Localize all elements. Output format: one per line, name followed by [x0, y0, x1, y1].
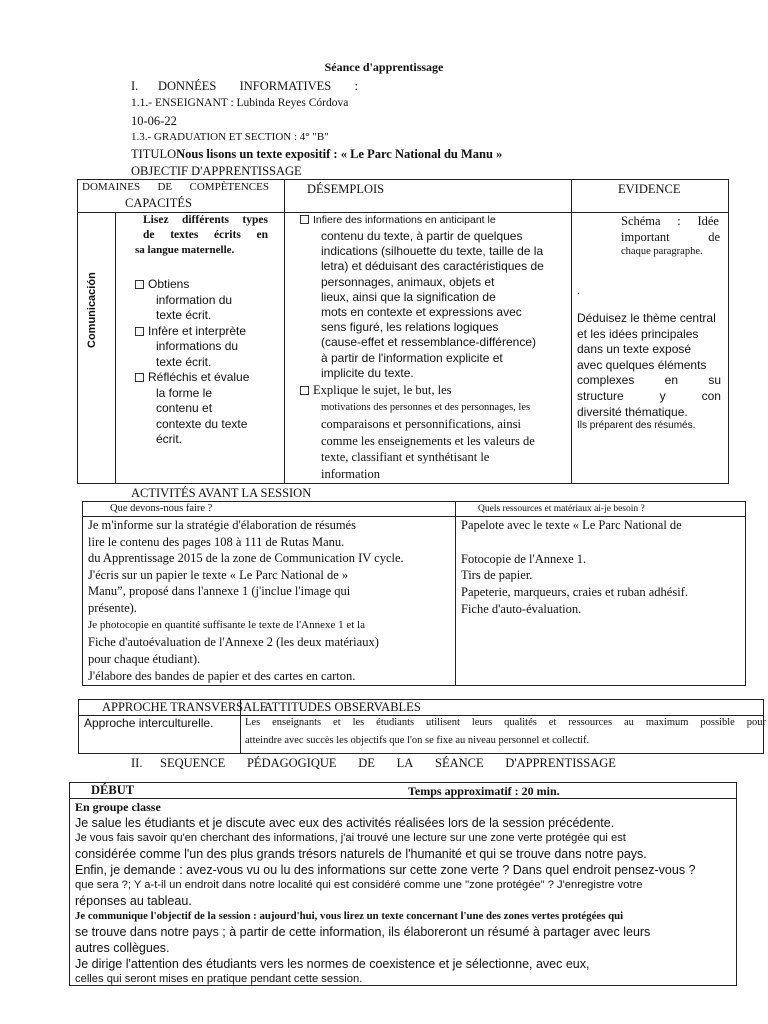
desemplois-first-line: Infiere des informations en anticipant le: [313, 214, 496, 226]
evidence-line: chaque paragraphe.: [621, 246, 703, 257]
competence-line: sa langue maternelle.: [135, 244, 235, 256]
debut-line: Enfin, je demande : avez-vous vu ou lu des informations sur cette zone verte ? Dans quel endroit pensez-vous ?: [75, 863, 696, 877]
evidence-word: Idée: [697, 214, 719, 228]
evidence-word: y: [659, 388, 666, 403]
desemplois-first-line: Explique le sujet, le but, les: [313, 383, 452, 397]
evidence-line: [621, 230, 720, 245]
desemplois-body: [321, 416, 535, 482]
resource-item: Papeterie, marqueurs, craies et ruban adhésif.: [461, 585, 688, 600]
titulo-prefix: TITULO: [131, 147, 177, 161]
evidence-word: su: [708, 373, 721, 388]
sequence-word: DE: [358, 756, 375, 770]
resources-list: [461, 517, 688, 618]
debut-line: Je vous fais savoir qu'en cherchant des informations, j'ai trouvé une lecture sur une zone verte protégée qui est: [75, 832, 626, 844]
evidence-line: avec quelques éléments: [577, 357, 707, 372]
header-time: Temps approximatif : 20 min.: [408, 784, 560, 798]
capacities-list: [135, 277, 249, 448]
capacity-line: contexte du texte: [156, 416, 248, 431]
evidence-paragraph: [577, 311, 721, 420]
what-line: J'élabore des bandes de papier et des cartes en carton.: [88, 669, 356, 683]
checkbox-icon: [300, 386, 309, 395]
capacity-line: Obtiens: [148, 277, 190, 291]
header-evidence: EVIDENCE: [618, 182, 681, 196]
desemplois-line: contenu du texte, à partir de quelques: [321, 229, 523, 243]
checkbox-icon: [135, 327, 144, 336]
capacity-item: [135, 324, 249, 371]
activities-title: ACTIVITÉS AVANT LA SESSION: [131, 486, 312, 500]
desemplois-line: comme les enseignements et les valeurs de: [321, 433, 535, 448]
what-line: lire le contenu des pages 108 à 111 de Rutas Manu.: [88, 534, 345, 549]
debut-line: que sera ?; Y a-t-il un endroit dans notre localité qui est considéré comme une "zone protégée" ? J'enregistre votre: [75, 879, 643, 891]
group-label: En groupe classe: [75, 800, 161, 814]
evidence-line: diversité thématique.: [577, 404, 688, 419]
section-number: II.: [131, 756, 143, 770]
evidence-line: [577, 389, 721, 405]
what-line: du Apprentissage 2015 de la zone de Communication IV cycle.: [88, 551, 404, 565]
what-line: Je photocopie en quantité suffisante le texte de l'Annexe 1 et la: [88, 619, 365, 631]
attitudes-line: atteindre avec succès les objectifs que l'on se fixe au niveau personnel et collectif.: [245, 735, 590, 746]
evidence-word: :: [677, 214, 681, 228]
capacity-line: contenu et: [156, 401, 213, 415]
what-line: J'écris sur un papier le texte « Le Parc National de »: [88, 567, 349, 582]
objective-heading: OBJECTIF D'APPRENTISSAGE: [131, 164, 302, 178]
evidence-word: en: [664, 373, 679, 388]
desemplois-line: (cause-effet et ressemblance-différence): [321, 335, 536, 350]
heading-word: INFORMATIVES: [239, 79, 332, 93]
approach-value: Approche interculturelle.: [84, 716, 214, 730]
resource-item: Fotocopie de l'Annexe 1.: [461, 551, 587, 566]
debut-lines: [75, 815, 735, 987]
desemplois-item: [300, 214, 496, 226]
resource-item: Papelote avec le texte « Le Parc National de: [461, 518, 682, 532]
capacity-line: Réfléchis et évalue: [148, 370, 250, 384]
debut-line: celles qui seront mises en pratique pendant cette session.: [75, 973, 363, 985]
evidence-word: de: [708, 230, 720, 244]
area-label: Comunicación: [86, 272, 98, 348]
debut-line: se trouve dans notre pays ; à partir de cette information, ils élaboreront un résumé à partager avec leurs: [75, 925, 651, 939]
desemplois-line: letra) et déduisant des caractéristiques de: [321, 259, 544, 274]
capacity-item: [135, 370, 249, 448]
desemplois-line: indications (silhouette du texte, taille de la: [321, 244, 544, 259]
checkbox-icon: [135, 280, 144, 289]
desemplois-line: lieux, ainsi que la signification de: [321, 289, 496, 304]
what-line: Je m'informe sur la stratégie d'élaboration de résumés: [88, 518, 356, 532]
header-domains: [82, 181, 269, 193]
evidence-line: Déduisez le thème central: [577, 311, 716, 325]
domains-word: DOMAINES: [82, 181, 141, 193]
evidence-word: con: [701, 388, 721, 403]
what-line: Manu”, proposé dans l'annexe 1 (j'inclue l'image qui: [88, 584, 351, 598]
sequence-word: SÉANCE: [435, 756, 484, 770]
evidence-word: structure: [577, 388, 624, 403]
debut-line: autres collègues.: [75, 941, 170, 955]
section-number: I.: [131, 79, 139, 93]
desemplois-line: sens figuré, les relations logiques: [321, 320, 499, 335]
sequence-word: PÉDAGOGIQUE: [246, 756, 337, 770]
desemplois-line: à partir de l'information explicite et: [321, 350, 503, 365]
what-line: présente).: [88, 600, 137, 615]
domains-word: DE: [157, 181, 173, 193]
debut-line: considérée comme l'un des plus grands trésors naturels de l'humanité et qui se trouve dans notre pays.: [75, 847, 647, 861]
desemplois-line: mots en contexte et expressions avec: [321, 305, 522, 320]
grade-line: 1.3.- GRADUATION ET SECTION : 4° "B": [131, 131, 329, 143]
evidence-line: Ils préparent des résumés.: [577, 420, 696, 431]
heading-word: DONNÉES: [158, 79, 217, 93]
desemplois-line: implicite du texte.: [321, 365, 414, 380]
debut-line: Je salue les étudiants et je discute avec eux des activités réalisées lors de la session précédente.: [75, 816, 615, 830]
domains-word: COMPÈTENCES: [189, 181, 269, 193]
evidence-dot: .: [577, 283, 580, 297]
capacity-item: [135, 277, 249, 324]
competence-line: Lisez différents types: [143, 214, 268, 226]
evidence-word: important: [621, 230, 670, 244]
desemplois-line: texte, classifiant et synthétisant le: [321, 450, 490, 465]
capacity-line: Infère et interprète: [148, 323, 247, 338]
heading-word: :: [354, 79, 358, 93]
section-heading: [158, 79, 358, 94]
competence-name: [143, 213, 268, 243]
evidence-word: complexes: [577, 373, 635, 388]
desemplois-line: comparaisons et personnifications, ainsi: [321, 417, 521, 431]
evidence-line: dans un texte exposé: [577, 342, 692, 357]
header-desemplois: DÉSEMPLOIS: [307, 182, 385, 196]
debut-line: Je communique l'objectif de la session : aujourd'hui, vous lirez un texte concernant l'une des zones vertes protégées qui: [75, 910, 624, 922]
sequence-word: D'APPRENTISSAGE: [505, 756, 616, 770]
titulo-text: Nous lisons un texte expositif : « Le Parc National du Manu »: [176, 147, 503, 161]
header-what: Que devons-nous faire ?: [110, 503, 213, 514]
capacity-line: informations du: [156, 339, 239, 353]
resource-item: [461, 534, 688, 551]
capacity-line: la forme le: [156, 385, 213, 400]
attitudes-line: Les enseignants et les étudiants utilisent leurs qualités et ressources au maximum possible pour: [245, 717, 766, 728]
capacity-line: écrit.: [156, 432, 183, 446]
header-capacities: CAPACITÉS: [125, 196, 192, 210]
checkbox-icon: [300, 215, 309, 224]
desemplois-body: [321, 229, 544, 381]
desemplois-line: motivations des personnes et des personnages, les: [321, 402, 531, 413]
evidence-line: et les idées principales: [577, 326, 699, 341]
what-list: [88, 517, 453, 685]
capacity-line: information du: [156, 292, 233, 307]
teacher-line: 1.1.- ENSEIGNANT : Lubinda Reyes Córdova: [131, 97, 349, 109]
evidence-line: [577, 373, 721, 389]
what-line: Fiche d'autoévaluation de l'Annexe 2 (les deux matériaux): [88, 635, 379, 649]
debut-line: Je dirige l'attention des étudiants vers les normes de coexistence et je sélectionne, avec eux,: [75, 957, 590, 971]
header-approach: APPROCHE TRANSVERSALE: [102, 700, 268, 714]
desemplois-item: [300, 383, 452, 398]
header-debut: DÉBUT: [91, 783, 135, 797]
page-title: Séance d'apprentissage: [324, 60, 444, 74]
header-resources: Quels ressources et matériaux ai-je besoin ?: [478, 504, 645, 514]
date-line: 10-06-22: [131, 114, 177, 128]
capacity-line: texte écrit.: [156, 354, 212, 369]
sequence-word: LA: [396, 756, 414, 770]
capacity-line: texte écrit.: [156, 308, 212, 322]
session-title: [131, 147, 502, 162]
competence-line: de textes écrits en: [143, 229, 268, 241]
evidence-word: Schéma: [621, 214, 661, 228]
checkbox-icon: [135, 373, 144, 382]
desemplois-line: personnages, animaux, objets et: [321, 274, 495, 289]
resource-item: Fiche d'auto-évaluation.: [461, 601, 582, 616]
debut-line: réponses au tableau.: [75, 894, 192, 908]
evidence-line: [621, 214, 719, 229]
header-attitudes: ATTITUDES OBSERVABLES: [264, 700, 421, 714]
sequence-word: SEQUENCE: [160, 756, 226, 770]
what-line: pour chaque étudiant).: [88, 652, 201, 666]
desemplois-line: information: [321, 466, 381, 481]
sequence-heading: [160, 756, 616, 771]
resource-item: Tirs de papier.: [461, 568, 533, 583]
